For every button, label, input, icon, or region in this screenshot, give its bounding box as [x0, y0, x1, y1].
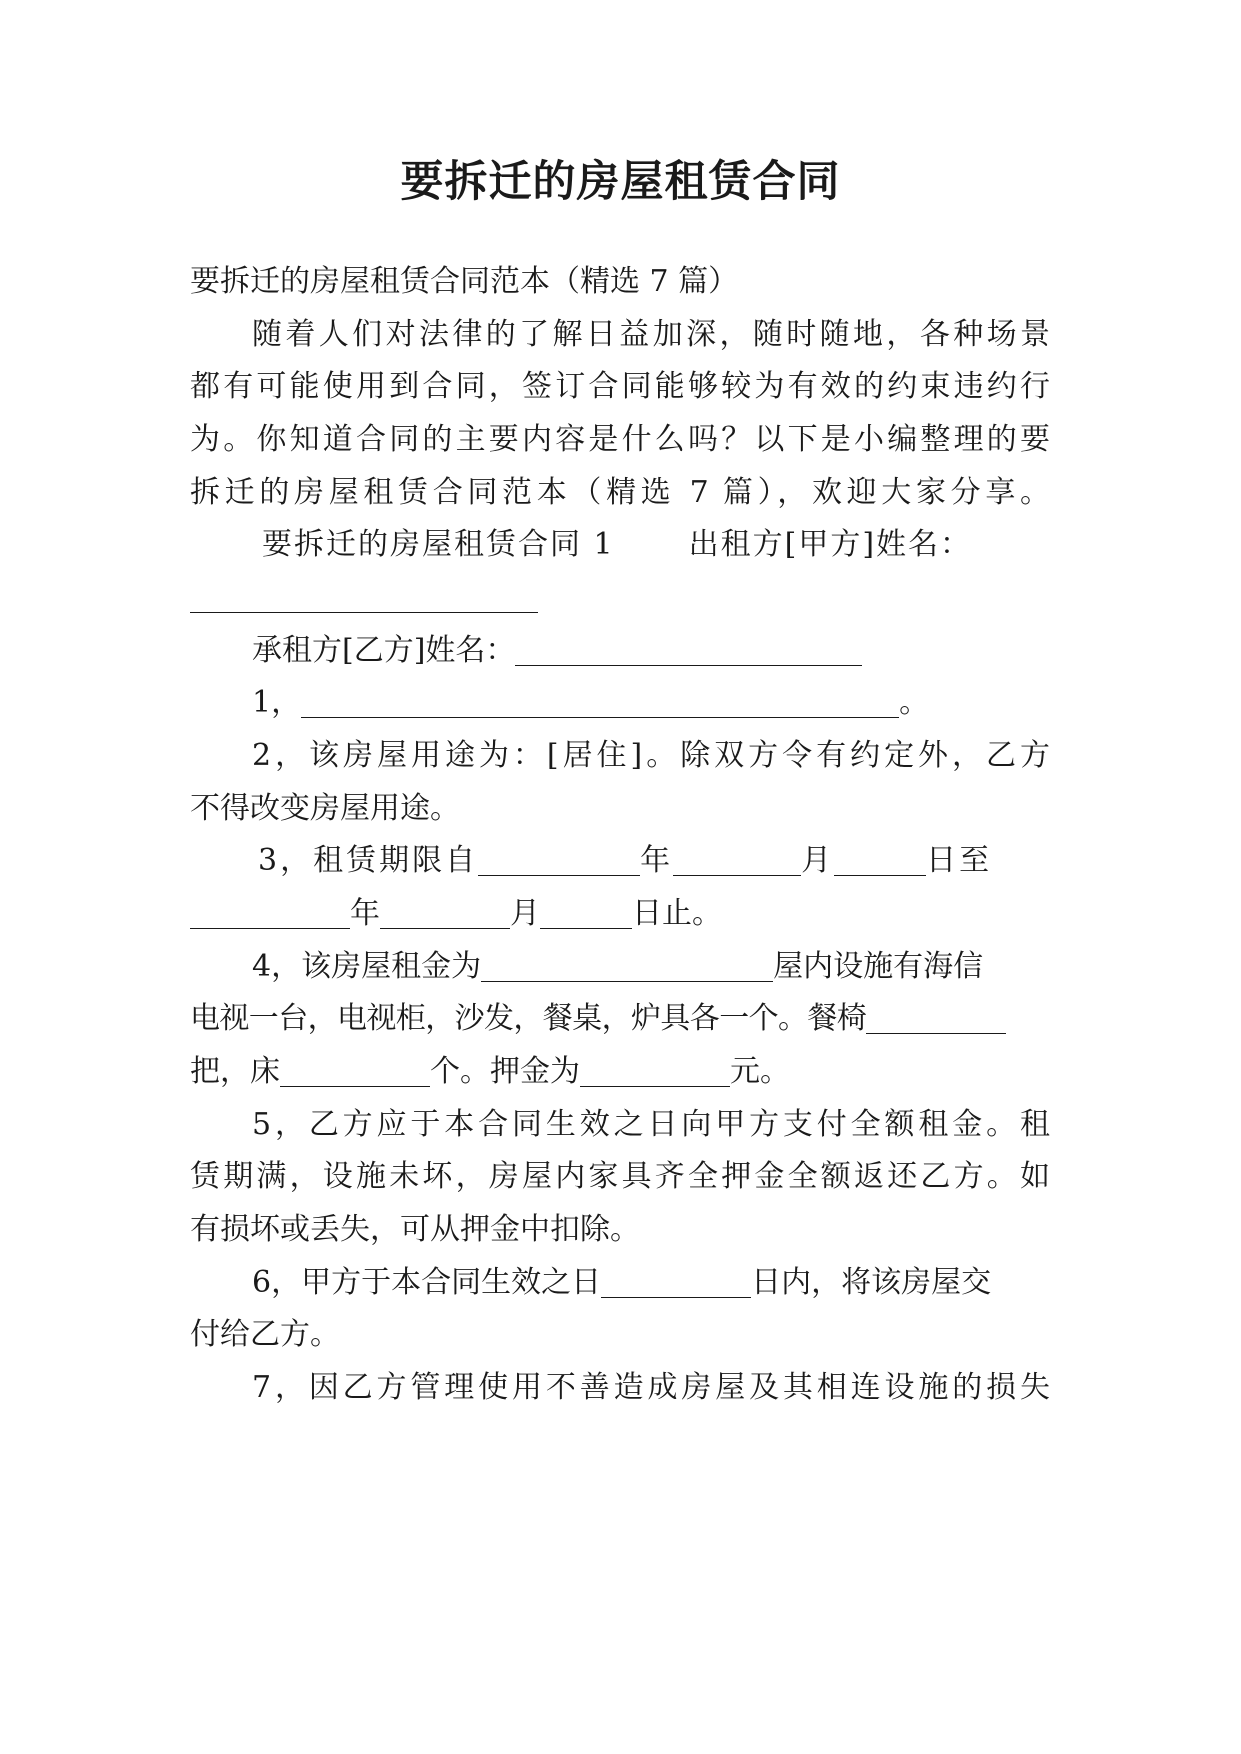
- document-subtitle: 要拆迁的房屋租赁合同范本（精选 7 篇）: [190, 264, 739, 299]
- clause-6-text-a: 6，甲方于本合同生效之日: [252, 1265, 602, 1300]
- clause-6-row-1: [190, 1254, 1050, 1312]
- section-heading: 要拆迁的房屋租赁合同 1: [262, 527, 615, 562]
- lessee-name-blank[interactable]: [515, 625, 862, 666]
- clause-4-text-a: 4，该房屋租金为: [252, 949, 482, 984]
- lease-end-year-blank[interactable]: [190, 888, 350, 929]
- lease-end-day-blank[interactable]: [540, 888, 632, 929]
- clause-3-text-f: 月: [510, 896, 540, 931]
- clause-5-line-2: 赁期满，设施未坏，房屋内家具齐全押金全额返还乙方。如: [190, 1159, 1050, 1194]
- clause-2-line-2: 不得改变房屋用途。: [190, 791, 460, 826]
- handover-days-blank[interactable]: [601, 1257, 751, 1298]
- intro-line-2: 都有可能使用到合同，签订合同能够较为有效的约束违约行: [190, 369, 1050, 404]
- lease-start-day-blank[interactable]: [834, 835, 926, 876]
- document-title: 要拆迁的房屋租赁合同: [400, 157, 841, 207]
- lessee-name-row: [190, 622, 1050, 680]
- clause-4-text-line2: 电视一台，电视柜，沙发，餐桌，炉具各一个。餐椅: [190, 1001, 867, 1036]
- clause-6-text-b: 日内，将该房屋交: [751, 1265, 992, 1300]
- lessor-name-blank[interactable]: [190, 572, 538, 613]
- lessor-name-row: [190, 569, 1050, 627]
- clause-3-text-d: 日至: [926, 843, 993, 878]
- intro-line-3: 为。你知道合同的主要内容是什么吗？以下是小编整理的要: [190, 422, 1050, 457]
- dining-chair-count-blank[interactable]: [866, 993, 1006, 1034]
- lease-end-month-blank[interactable]: [380, 888, 510, 929]
- clause-1-blank[interactable]: [301, 677, 899, 718]
- clause-4-text-e: 元。: [730, 1054, 790, 1089]
- lease-start-year-blank[interactable]: [478, 835, 640, 876]
- lessee-name-label: 承租方[乙方]姓名：: [252, 633, 516, 668]
- clause-2-line-1: 2，该房屋用途为：[居住]。除双方令有约定外，乙方: [252, 738, 1050, 773]
- intro-line-1: 随着人们对法律的了解日益加深，随时随地，各种场景: [252, 317, 1050, 352]
- section-heading-row: [190, 516, 1050, 574]
- clause-5-line-3: 有损坏或丢失，可从押金中扣除。: [190, 1212, 640, 1247]
- clause-1-row: [190, 674, 1050, 732]
- clause-1-end: 。: [899, 685, 930, 720]
- rent-amount-blank[interactable]: [481, 941, 773, 982]
- clause-3-text-a: 3，租赁期限自: [258, 843, 479, 878]
- clause-3-text-b: 年: [640, 843, 674, 878]
- clause-4-row-3: [190, 1043, 1050, 1101]
- lessor-name-label: 出租方[甲方]姓名：: [688, 527, 973, 562]
- clause-6-line-2: 付给乙方。: [190, 1317, 340, 1352]
- clause-5-line-1: 5，乙方应于本合同生效之日向甲方支付全额租金。租: [252, 1107, 1050, 1142]
- clause-4-row-2: [190, 990, 1050, 1048]
- clause-3-row-2: [190, 885, 1050, 943]
- deposit-amount-blank[interactable]: [580, 1046, 730, 1087]
- bed-count-blank[interactable]: [280, 1046, 430, 1087]
- clause-3-text-e: 年: [350, 896, 380, 931]
- clause-7-line-1: 7，因乙方管理使用不善造成房屋及其相连设施的损失: [252, 1370, 1050, 1405]
- clause-4-row-1: [190, 938, 1050, 996]
- lease-start-month-blank[interactable]: [673, 835, 801, 876]
- clause-1-number: 1，: [252, 685, 302, 720]
- clause-3-text-g: 日止。: [632, 896, 722, 931]
- clause-4-text-d: 个。押金为: [430, 1054, 580, 1089]
- clause-3-text-c: 月: [801, 843, 835, 878]
- clause-3-row-1: [190, 832, 1050, 890]
- clause-4-text-c: 把，床: [190, 1054, 280, 1089]
- intro-line-4: 拆迁的房屋租赁合同范本（精选 7 篇），欢迎大家分享。: [190, 475, 1050, 510]
- clause-4-text-b: 屋内设施有海信: [773, 949, 984, 984]
